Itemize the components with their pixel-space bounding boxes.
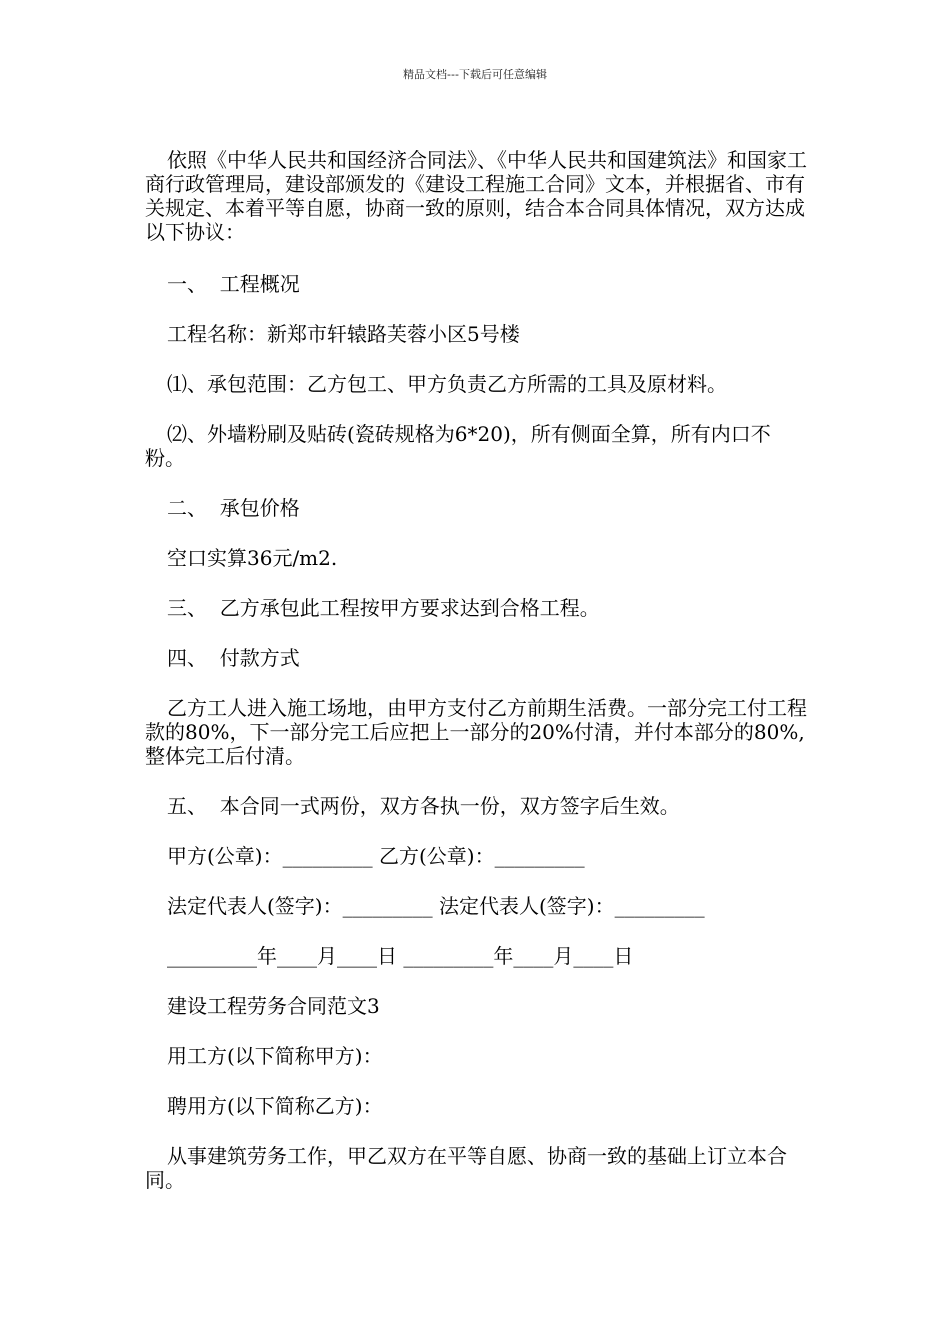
- closing-paragraph: 从事建筑劳务工作，甲乙双方在平等自愿、协商一致的基础上订立本合同。: [145, 1144, 787, 1192]
- scope-item-1: ⑴、承包范围：乙方包工、甲方负责乙方所需的工具及原材料。: [167, 372, 727, 396]
- date-line: _________年____月____日 _________年____月____日: [167, 944, 634, 968]
- section-4-heading: 四、 付款方式: [167, 646, 300, 670]
- price-text: 空口实算36元/m2.: [167, 546, 338, 570]
- representative-line: 法定代表人(签字)：_________ 法定代表人(签字)：_________: [167, 894, 705, 918]
- contract-title-3: 建设工程劳务合同范文3: [167, 994, 380, 1018]
- project-name: 工程名称：新郑市轩辕路芙蓉小区5号楼: [167, 322, 520, 346]
- employer-line: 用工方(以下简称甲方)：: [167, 1044, 383, 1068]
- payment-paragraph: 乙方工人进入施工场地，由甲方支付乙方前期生活费。一部分完工付工程款的80%，下一部分完工后应把上一部分的20%付清，并付本部分的80%, 整体完工后付清。: [145, 696, 812, 768]
- page-header: 精品文档---下载后可任意编辑: [403, 68, 547, 81]
- section-2-heading: 二、 承包价格: [167, 496, 300, 520]
- seal-line: 甲方(公章)：_________ 乙方(公章)：_________: [167, 844, 585, 868]
- employee-line: 聘用方(以下简称乙方)：: [167, 1094, 383, 1118]
- scope-item-2: ⑵、外墙粉刷及贴砖(瓷砖规格为6*20)，所有侧面全算，所有内口不粉。: [145, 422, 771, 470]
- section-5-heading: 五、 本合同一式两份，双方各执一份，双方签字后生效。: [167, 794, 680, 818]
- section-1-heading: 一、 工程概况: [167, 272, 300, 296]
- document-body: [145, 148, 810, 1192]
- section-3-heading: 三、 乙方承包此工程按甲方要求达到合格工程。: [167, 596, 600, 620]
- intro-paragraph: 依照《中华人民共和国经济合同法》、《中华人民共和国建筑法》和国家工商行政管理局，建设部颁发的《建设工程施工合同》文本，并根据省、市有关规定、本着平等自愿，协商一致的原则，结合本合同具体情况，双方达成以下协议：: [145, 148, 807, 244]
